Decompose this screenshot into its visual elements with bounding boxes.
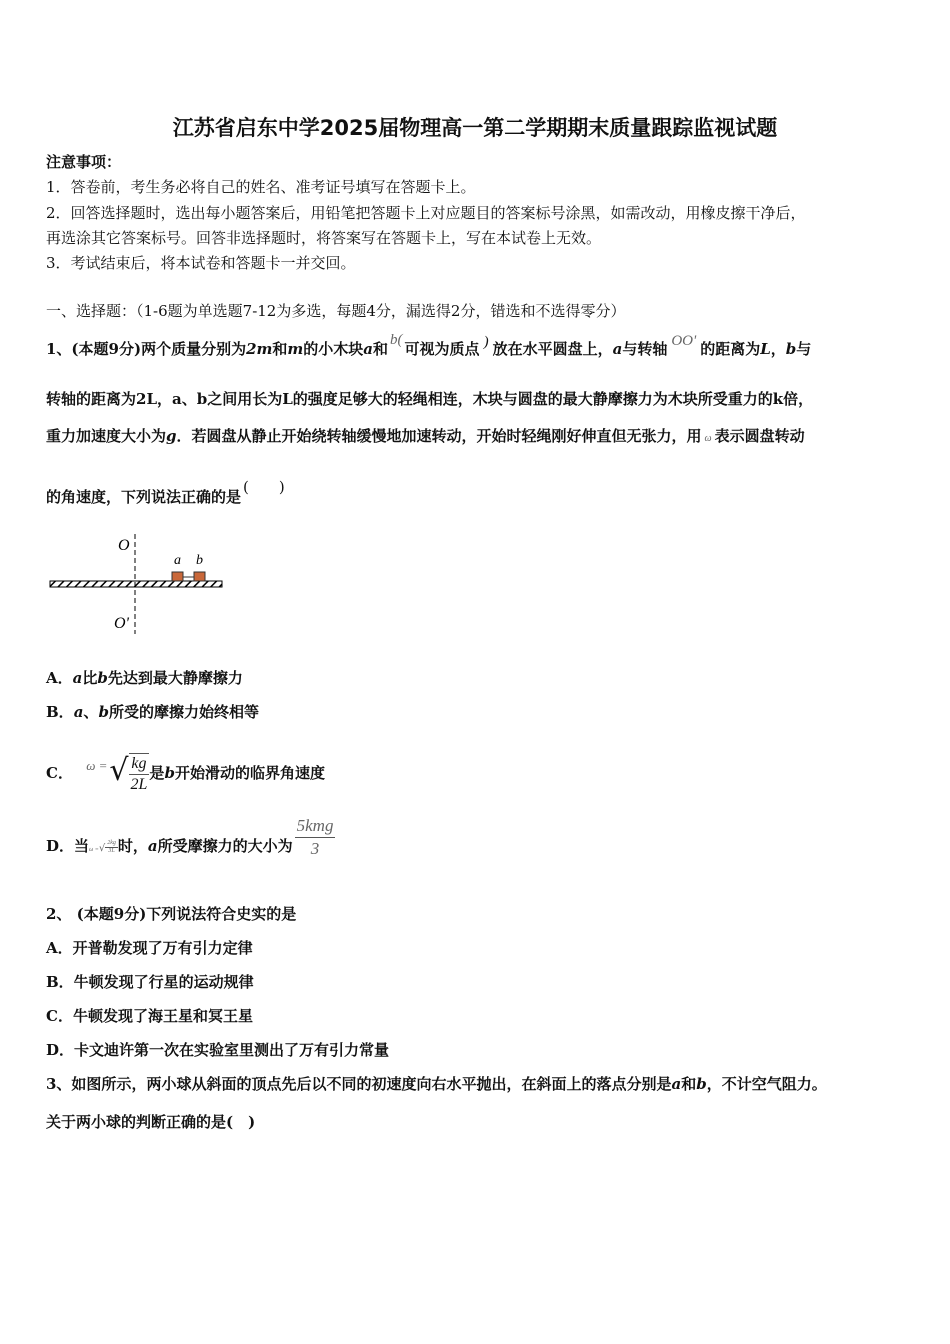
option-label: D． xyxy=(46,837,75,855)
q2-stem: 2、 (本题9分)下列说法符合史实的是 xyxy=(46,905,297,923)
page-title: 江苏省启东中学2025届物理高一第二学期期末质量跟踪监视试题 xyxy=(172,116,778,140)
q1-text: 比 xyxy=(82,669,98,687)
q1-mass-m: m xyxy=(287,340,304,358)
block-a xyxy=(172,572,183,581)
label-b: b xyxy=(196,553,203,568)
q1-stem-line-2: 转轴的距离为2L，a、b之间用长为L的强度足够大的轻绳相连，木块与圆盘的最大静摩擦力为木块所受重力的k倍， xyxy=(46,390,814,408)
q1-mass-2m: 2m xyxy=(246,340,273,358)
label-a: a xyxy=(174,553,181,568)
option-label: A． xyxy=(46,669,73,687)
q1-text: 放在水平圆盘上， xyxy=(492,340,613,358)
section-heading: 一、选择题：（1-6题为单选题7-12为多选，每题4分，漏选得2分，错选和不选得零分） xyxy=(46,302,626,320)
notice-item-3: 3．考试结束后，将本试卷和答题卡一并交回。 xyxy=(46,254,356,272)
q1-symbol-a: a xyxy=(363,340,374,358)
fraction-denominator: 3L xyxy=(108,847,115,854)
notice-item-2-cont: 再选涂其它答案标号。回答非选择题时，将答案写在答题卡上，写在本试卷上无效。 xyxy=(46,229,602,247)
q1-option-b xyxy=(46,702,259,722)
q1-text: 所受的摩擦力始终相等 xyxy=(108,703,259,721)
q3-stem-line-1 xyxy=(46,1074,827,1094)
q3-text: 和 xyxy=(681,1075,697,1093)
label-o-top: O xyxy=(118,537,130,554)
notice-item-2: 2．回答选择题时，选出每小题答案后，用铅笔把答题卡上对应题目的答案标号涂黑，如需改动，用橡皮擦干净后， xyxy=(46,204,806,222)
q1-text: 1、(本题9分)两个质量分别为 xyxy=(46,340,247,358)
q1-text: 、 xyxy=(83,703,99,721)
q1-symbol-a: a xyxy=(612,340,623,358)
q1-text: 所受摩擦力的大小为 xyxy=(157,837,293,855)
q1-symbol-omega: ω xyxy=(704,433,712,444)
answer-blank: ( ) xyxy=(243,478,285,496)
fraction-numerator: 2kg xyxy=(107,839,116,846)
fraction-numerator: kg xyxy=(129,754,150,775)
q1-symbol-a: a xyxy=(72,669,83,687)
q3-text: 3、如图所示，两小球从斜面的顶点先后以不同的初速度向右水平抛出，在斜面上的落点分别是 xyxy=(46,1075,672,1093)
q1-text: 重力加速度大小为 xyxy=(46,427,167,445)
notice-heading: 注意事项： xyxy=(46,153,122,171)
fraction-kg-2L xyxy=(129,753,150,795)
q1-text: 的小木块 xyxy=(303,340,364,358)
q3-symbol-b: b xyxy=(696,1075,707,1093)
q1-text: 的距离为 xyxy=(700,340,761,358)
q1-symbol-b: b xyxy=(98,703,109,721)
q1-symbol-g: g xyxy=(166,427,177,445)
q1-symbol-b: b xyxy=(164,764,175,782)
q1-text: ．若圆盘从静止开始绕转轴缓慢地加速转动，开始时轻绳刚好伸直但无张力，用 xyxy=(176,427,702,445)
fraction-denominator: 2L xyxy=(130,776,148,793)
q1-text: 时， xyxy=(117,837,148,855)
q1-symbol-b: b xyxy=(97,669,108,687)
q1-text: 的角速度，下列说法正确的是 xyxy=(46,488,242,506)
q1-text: 开始滑动的临界角速度 xyxy=(174,764,325,782)
q1-text: 和 xyxy=(373,340,389,358)
q1-text: 当 xyxy=(74,837,90,855)
q1-text: 和 xyxy=(272,340,288,358)
q1-symbol-b: b xyxy=(785,340,797,358)
q2-option-d: D．卡文迪许第一次在实验室里测出了万有引力常量 xyxy=(46,1041,390,1059)
fraction-2kg-3L xyxy=(105,840,118,855)
q3-symbol-a: a xyxy=(671,1075,682,1093)
q1-stem-line-1 xyxy=(46,332,812,360)
q2-option-a: A．开普勒发现了万有引力定律 xyxy=(46,939,253,957)
q1-symbol-a: a xyxy=(73,703,84,721)
q3-text: ，不计空气阻力。 xyxy=(706,1075,827,1093)
q1-option-a xyxy=(46,668,243,688)
q1-stem-line-3 xyxy=(46,426,805,449)
sqrt-icon: √ xyxy=(109,753,129,788)
q1-symbol-a: a xyxy=(147,837,158,855)
q1-symbol-b: b( xyxy=(390,332,403,348)
q1-text: 先达到最大静摩擦力 xyxy=(107,669,243,687)
q1-option-c xyxy=(46,747,325,791)
sqrt-icon: √ xyxy=(98,843,106,854)
q1-text: 是 xyxy=(149,764,165,782)
q1-length-L: L xyxy=(760,340,771,358)
formula-omega: ω = xyxy=(86,758,108,773)
notice-item-1: 1．答卷前，考生务必将自己的姓名、准考证号填写在答题卡上。 xyxy=(46,178,476,196)
q1-axis-oo: OO' xyxy=(671,333,697,349)
q1-paren: ) xyxy=(483,334,489,350)
q1-text: ， xyxy=(770,340,786,358)
block-b xyxy=(194,572,205,581)
fraction-numerator: 5kmg xyxy=(295,815,336,838)
label-o-bottom: O' xyxy=(114,615,129,632)
fraction-5kmg-3 xyxy=(295,815,336,860)
q3-stem-line-2: 关于两小球的判断正确的是( ) xyxy=(46,1113,256,1131)
disk-surface xyxy=(50,581,222,587)
q1-option-d xyxy=(46,815,335,874)
q1-figure xyxy=(46,530,226,640)
option-label: C． xyxy=(46,764,73,782)
q2-option-c: C．牛顿发现了海王星和冥王星 xyxy=(46,1007,253,1025)
q1-text: 可视为质点 xyxy=(404,340,480,358)
formula-omega: ω = xyxy=(89,847,99,853)
option-label: B． xyxy=(46,703,74,721)
q1-stem-line-4 xyxy=(46,478,285,507)
fraction-denominator: 3 xyxy=(310,838,320,858)
q1-text: 表示圆盘转动 xyxy=(714,427,805,445)
q1-text: 与 xyxy=(796,340,812,358)
q1-text: 与转轴 xyxy=(622,340,668,358)
q2-option-b: B．牛顿发现了行星的运动规律 xyxy=(46,973,254,991)
